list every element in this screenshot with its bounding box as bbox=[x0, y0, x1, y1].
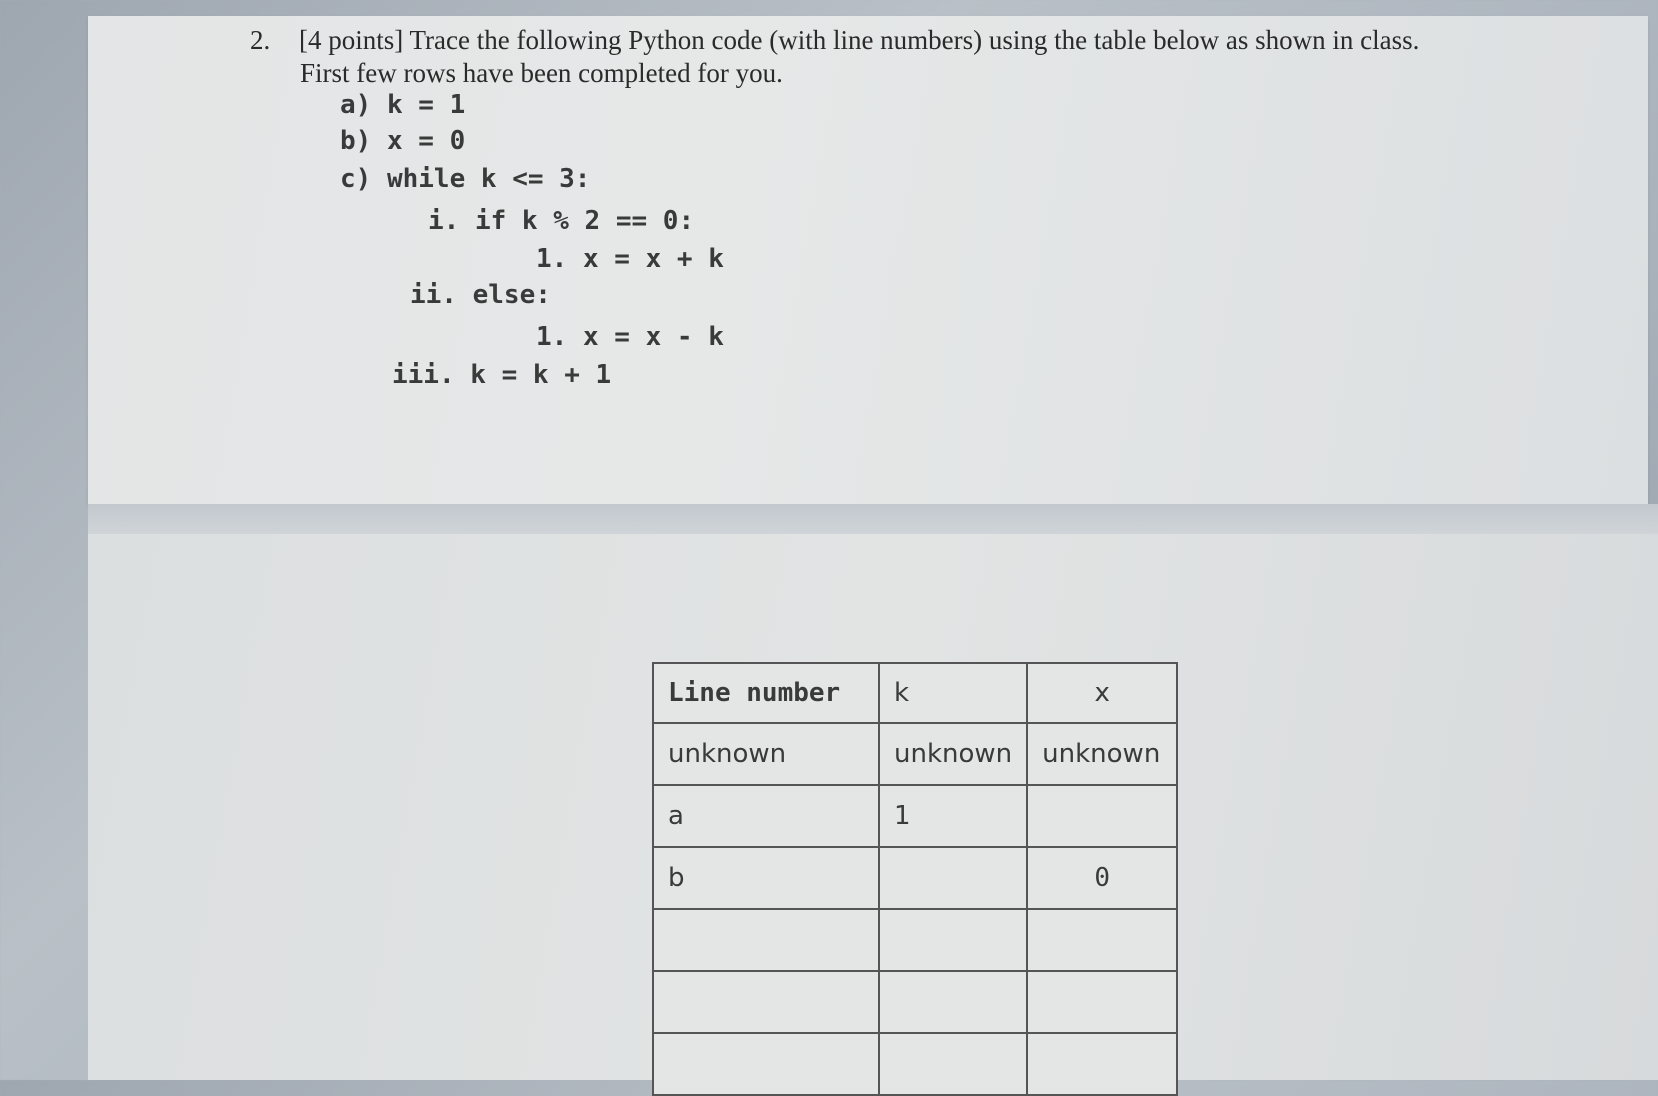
question-number: 2. bbox=[250, 25, 271, 55]
table-cell: 0 bbox=[1027, 847, 1177, 909]
table-cell bbox=[653, 971, 879, 1033]
code-line-b bbox=[340, 126, 465, 156]
trace-table bbox=[652, 662, 1178, 1096]
code-label: i. bbox=[428, 206, 460, 236]
code-line-c-iii bbox=[392, 360, 611, 390]
table-cell: unknown bbox=[1027, 723, 1177, 785]
table-row bbox=[653, 971, 1177, 1033]
table-cell bbox=[879, 1033, 1027, 1095]
table-cell bbox=[1027, 1033, 1177, 1095]
table-row bbox=[653, 1033, 1177, 1095]
table-cell bbox=[879, 971, 1027, 1033]
code-line-a bbox=[340, 90, 465, 120]
table-cell bbox=[879, 909, 1027, 971]
code-text: x = x - k bbox=[582, 322, 724, 352]
code-label: c) bbox=[340, 164, 372, 194]
panel-divider bbox=[88, 504, 1658, 534]
table-row bbox=[653, 909, 1177, 971]
table-cell: a bbox=[653, 785, 879, 847]
table-cell: b bbox=[653, 847, 879, 909]
table-row bbox=[653, 847, 1177, 909]
code-label: iii. bbox=[392, 360, 455, 390]
code-text: x = x + k bbox=[582, 244, 724, 274]
code-label: 1. bbox=[536, 244, 568, 274]
table-cell bbox=[1027, 785, 1177, 847]
table-cell bbox=[1027, 909, 1177, 971]
table-cell: 1 bbox=[879, 785, 1027, 847]
code-line-c bbox=[340, 164, 590, 194]
code-label: ii. bbox=[410, 280, 457, 310]
code-label: b) bbox=[340, 126, 372, 156]
code-text: x = 0 bbox=[386, 126, 466, 156]
code-text: while k <= 3: bbox=[386, 164, 591, 194]
table-cell: unknown bbox=[653, 723, 879, 785]
table-cell bbox=[653, 1033, 879, 1095]
table-row bbox=[653, 723, 1177, 785]
table-cell bbox=[1027, 971, 1177, 1033]
code-line-c-ii bbox=[410, 280, 551, 310]
code-line-c-i bbox=[428, 206, 694, 236]
header-x: x bbox=[1027, 663, 1177, 723]
question-line-2: First few rows have been completed for you. bbox=[300, 58, 783, 88]
header-line-number: Line number bbox=[653, 663, 879, 723]
table-header-row bbox=[653, 663, 1177, 723]
question-line-1: [4 points] Trace the following Python code (with line numbers) using the table below as shown in class. bbox=[299, 25, 1420, 55]
table-cell bbox=[653, 909, 879, 971]
header-k: k bbox=[879, 663, 1027, 723]
table-cell: unknown bbox=[879, 723, 1027, 785]
code-label: 1. bbox=[536, 322, 568, 352]
code-text: k = k + 1 bbox=[470, 360, 612, 390]
table-cell bbox=[879, 847, 1027, 909]
question-panel bbox=[88, 16, 1648, 504]
code-text: k = 1 bbox=[386, 90, 466, 120]
code-text: else: bbox=[472, 280, 551, 310]
table-row bbox=[653, 785, 1177, 847]
code-label: a) bbox=[340, 90, 372, 120]
code-line-c-i-1 bbox=[536, 244, 724, 274]
code-text: if k % 2 == 0: bbox=[474, 206, 695, 236]
code-line-c-ii-1 bbox=[536, 322, 724, 352]
